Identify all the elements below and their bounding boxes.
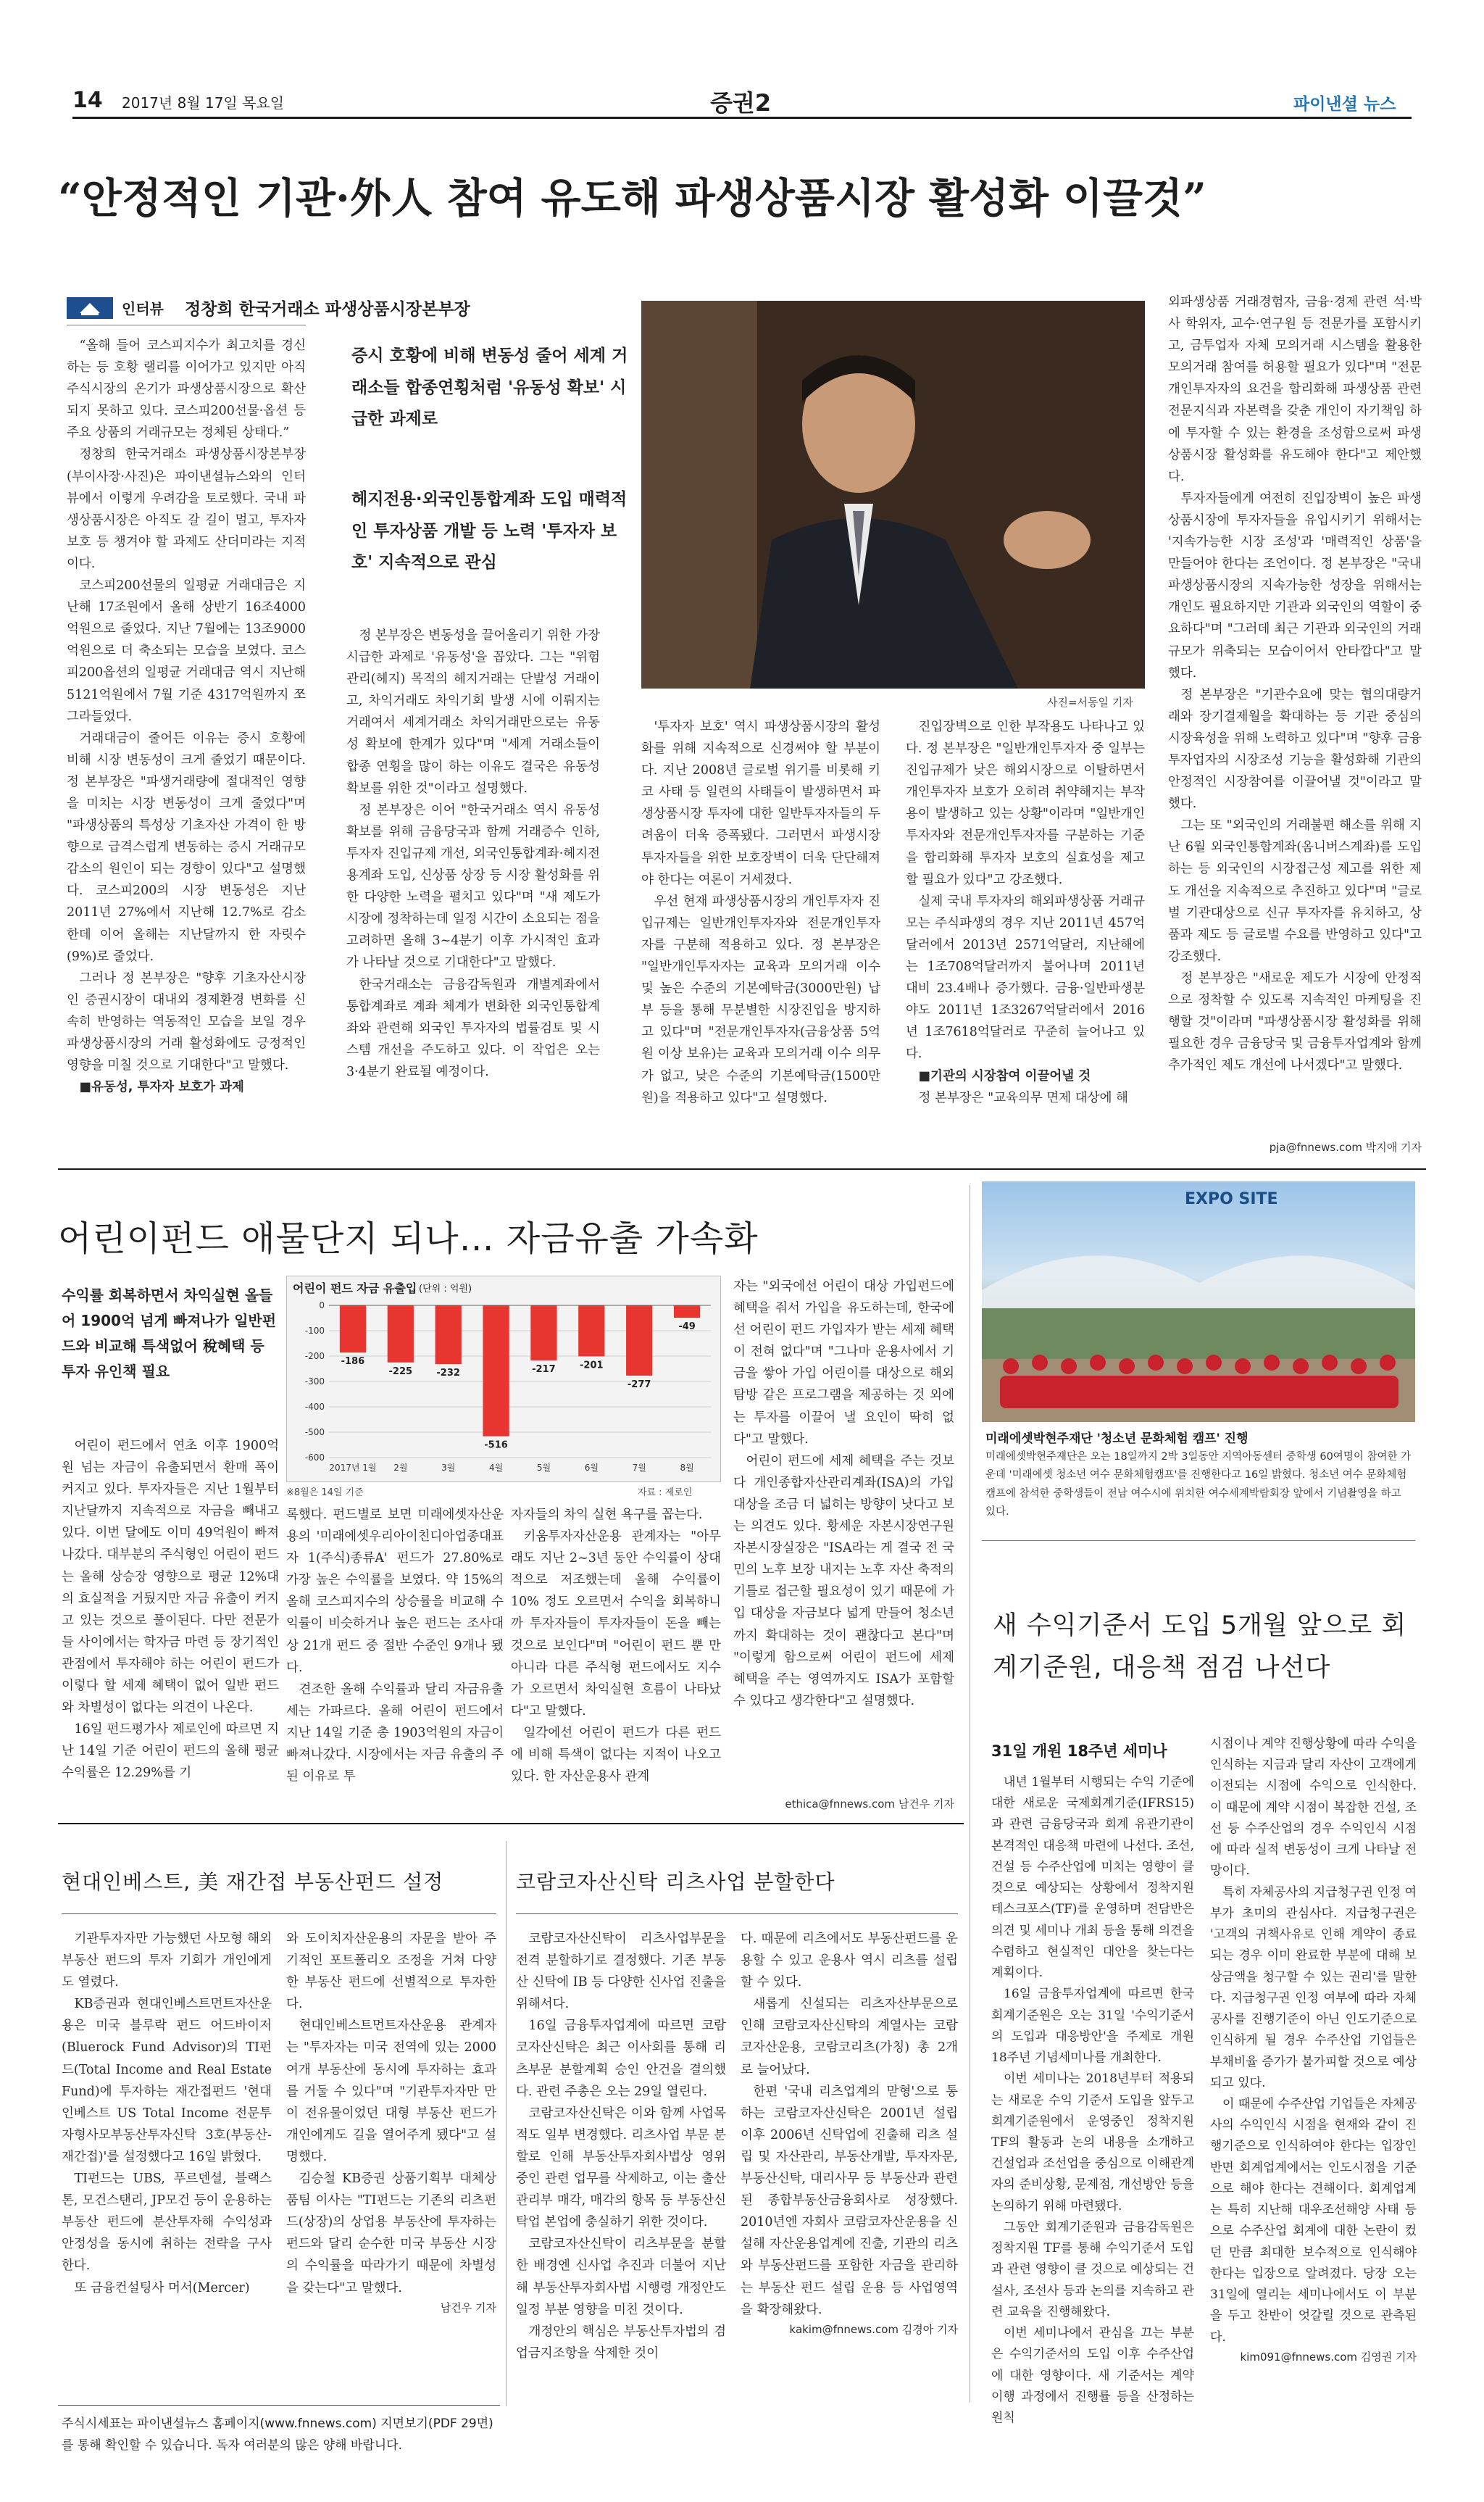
article4-rule — [62, 1913, 496, 1914]
article3-headline: 새 수익기준서 도입 5개월 앞으로 회계기준원, 대응책 점검 나선다 — [993, 1611, 1407, 1682]
photo-credit: 사진=서동일 기자 — [1047, 696, 1133, 709]
article5-col2 — [741, 1928, 958, 2472]
article4-para: 현대인베스트먼트자산운용 관계자는 "투자자는 미국 전역에 있는 2000여개 부동산에 동시에 투자하는 효과를 거둘 수 있다"며 "기관투자자만 만이 전유물이었던 대형 부동산 펀드가 개인에게도 길을 열어주게 됐다"고 설명했다. — [286, 2019, 496, 2164]
article1-para: 코스피200선물의 일평균 거래대금은 지난해 17조원에서 올해 상반기 16조4000억원으로 줄었다. 지난 7월에는 13조9000억원으로 더 축소되는 모습을 보였다. 코스피200옵션의 일평균 거래대금 역시 지난해 5121억원에서 7월 기준 4317억원까지 쪼그라들었다. — [67, 578, 306, 724]
chart-bar — [626, 1305, 652, 1376]
chart-y-tick: -400 — [304, 1402, 325, 1412]
chart-unit: (단위 : 억원) — [419, 1284, 472, 1294]
article4-para: 기관투자자만 가능했던 사모형 해외부동산 펀드의 투자 기회가 개인에게도 열렸다. — [62, 1932, 272, 1990]
article1-pull-quote-1: 증시 호황에 비해 변동성 줄어 세계 거래소들 합종연횡처럼 '유동성 확보' 시급한 과제로 — [351, 346, 628, 429]
article5-rule — [516, 1913, 958, 1914]
article2-para: 자는 "외국에선 어린이 대상 가입펀드에 혜택을 줘서 가입을 유도하는데, 한국에선 어린이 펀드 가입자가 받는 세제 혜택이 전혀 없다"며 "그나마 운용사에서 기금을 쌓아 가입 어린이를 대상으로 해외 탐방 같은 프로그램을 제공하는 것 외에는 투자를 이끌어 낼 요인이 딱히 없다"고 말했다. — [733, 1279, 954, 1447]
article1-para: '투자자 보호' 역시 파생상품시장의 활성화를 위해 지속적으로 신경써야 할 부분이다. 지난 2008년 글로벌 위기를 비롯해 키코 사태 등 일련의 사태들이 발생하면서 파생상품시장 투자에 대한 일반투자자들의 두려움이 더욱 증폭됐다. 그러면서 파생시장 투자자들을 위한 보호장벽이 더욱 단단해져야 한다는 여론이 거세졌다. — [641, 720, 880, 887]
article1-para: “올해 들어 코스피지수가 최고치를 경신하는 등 호황 랠리를 이어가고 있지만 아직 주식시장의 온기가 파생상품시장으로 확산되지 못하고 있다. 코스피200선물·옵션 등 주요 상품의 거래규모는 정체된 상태다.” — [67, 338, 306, 441]
article1-para: 외파생상품 거래경험자, 금융·경제 관련 석·박사 학위자, 교수·연구원 등 전문가를 포함시키고, 금투업자 자체 모의거래 시스템을 활용한 모의거래 참여를 허용할 필요가 있다"며 "전문개인투자자의 요건을 합리화해 파생상품 관련 전문지식과 자본력을 갖춘 개인이 자기책임 하에 투자할 수 있는 환경을 조성함으로써 파생상품시장 활성화를 유도해야 한다"고 제안했다. — [1168, 295, 1422, 484]
chart-y-tick: -500 — [304, 1427, 325, 1437]
chart-plot — [287, 1276, 722, 1483]
page-number: 14 — [72, 88, 103, 113]
article2-para: 견조한 올해 수익률과 달리 자금유출세는 가파르다. 올해 어린이 펀드에서 지난 14일 기준 총 1903억원의 자금이 빠져나갔다. 시장에서는 자금 유출의 주된 이유로 투 — [286, 1682, 504, 1784]
article1-para: 정 본부장은 "기관수요에 맞는 협의대량거래와 장기결제월을 확대하는 등 기관 중심의 시장육성을 위해 노력하고 있다"며 "향후 금융투자업자의 시장조성 기능을 활성화해 기관의 안정적인 시장참여를 이끌어낼 것"이라고 말했다. — [1168, 687, 1422, 812]
chart-data-label: -277 — [627, 1379, 651, 1390]
article1-col3 — [641, 716, 880, 1161]
article3-para: 이번 세미나는 2018년부터 적용되는 새로운 수익 기준서 도입을 앞두고 회계기준원에서 운영중인 정착지원 TF의 활동과 논의 내용을 소개하고 건설업과 조선업을 중심으로 이해관계자의 준비상황, 문제점, 개선방안 등을 논의하기 위해 마련됐다. — [991, 2071, 1194, 2214]
photo-caption: 미래에셋박현주재단은 오는 18일까지 2박 3일동안 지역아동센터 중학생 60여명이 참여한 가운데 '미래에셋 청소년 여수 문화체험캠프'를 진행한다고 16일 밝혔다. 청소년 여수 문화체험캠프에 참석한 중학생들이 전남 여수시에 위치한 여수세계박람회장 앞에서 기념촬영을 하고 있다. — [985, 1451, 1412, 1518]
fund-flow-chart — [286, 1276, 721, 1482]
chart-x-tick: 8월 — [680, 1463, 694, 1473]
section-rule-1 — [58, 1168, 1426, 1170]
article2-para: 16일 펀드평가사 제로인에 따르면 지난 14일 기준 어린이 펀드의 올해 평균 수익률은 12.29%를 기 — [62, 1722, 279, 1781]
article4-byline: 남건우 기자 — [440, 2301, 496, 2314]
article2-kicker: 수익률 회복하면서 차익실현 올들어 1900억 넘게 빠져나가 일반펀드와 비교해 특색없어 稅혜택 등 투자 유인책 필요 — [62, 1287, 277, 1380]
article1-para: 진입장벽으로 인한 부작용도 나타나고 있다. 정 본부장은 "일반개인투자자 중 일부는 진입규제가 낮은 해외시장으로 이탈하면서 개인투자자 보호가 오히려 취약해지는 부작용이 발생하고 있는 상황"이라며 "일반개인투자자와 전문개인투자자를 구분하는 기준을 합리화해 투자자 보호의 실효성을 제고할 필요가 있다"고 강조했다. — [906, 720, 1145, 887]
chart-x-tick: 2월 — [393, 1463, 408, 1473]
issue-date: 2017년 8월 17일 목요일 — [122, 94, 285, 112]
article1-para: 정 본부장은 "교육의무 면제 대상에 해 — [918, 1090, 1128, 1105]
photo-caption-title: 미래에셋박현주재단 '청소년 문화체험 캠프' 진행 — [985, 1431, 1249, 1446]
article5-col1 — [516, 1928, 726, 2472]
chart-data-label: -49 — [678, 1321, 696, 1333]
article1-byline: pja@fnnews.com 박지애 기자 — [1269, 1141, 1422, 1154]
article2-para: 일각에선 어린이 펀드가 다른 펀드에 비해 특색이 없다는 지적이 나오고 있다. 한 자산운용사 관계 — [511, 1725, 721, 1784]
article2-col4 — [733, 1276, 954, 1787]
chart-bar — [340, 1305, 366, 1352]
article1-pull-quote-2: 헤지전용·외국인통합계좌 도입 매력적인 투자상품 개발 등 노력 '투자자 보호' 지속적으로 관심 — [351, 490, 628, 573]
article2-col1 — [62, 1435, 279, 1812]
article2-para: 록했다. 펀드별로 보면 미래에셋자산운용의 '미래에셋우리아이친디아업종대표자 1(주식)종류A' 펀드가 27.80%로 가장 높은 수익률을 보였다. 약 15%의 올해 코스피지수의 상승률을 비교해 수익률이 비슷하거나 높은 펀드는 조사대상 21개 펀드 중 절반 수준인 9개나 됐다. — [286, 1508, 504, 1675]
chart-bar — [388, 1305, 414, 1363]
article5-para: 16일 금융투자업계에 따르면 코람코자산신탁은 최근 이사회를 통해 리츠부문 분할계획 승인 안건을 결의했다. 관련 주총은 오는 29일 열린다. — [516, 2019, 726, 2099]
article5-para: 개정안의 핵심은 부동산투자법의 겸업금지조항을 삭제한 것이 — [516, 2324, 726, 2361]
article4-col2 — [286, 1928, 496, 2399]
article5-para: 코람코자산신탁이 리츠사업부문을 전격 분할하기로 결정했다. 기존 부동산 신탁에 IB 등 다양한 신사업 진출을 위해서다. — [516, 1932, 726, 2012]
article3-para: 그동안 회계기준원과 금융감독원은 정착지원 TF를 통해 수익기준서 도입과 관련 영향이 클 것으로 예상되는 건설사, 조선사 등과 논의를 지속하고 관련 교육을 진행해왔다. — [991, 2219, 1194, 2319]
chart-source: 자료 : 제로인 — [638, 1487, 693, 1498]
article1-para: 거래대금이 줄어든 이유는 증시 호황에 비해 시장 변동성이 크게 줄었기 때문이다. 정 본부장은 "파생거래량에 절대적인 영향을 미치는 시장 변동성이 크게 줄었다"며 "파생상품의 특성상 기초자산 가격이 한 방향으로 급격스럽게 변동하는 증시 거래규모 감소의 원인이 되는 경향이 있다"고 설명했다. 코스피200의 시장 변동성은 지난 2011년 27%에서 지난해 12.7%로 감소한데 이어 올해는 지난달까지 한 자릿수(9%)로 줄었다. — [67, 731, 306, 964]
article1-col4 — [906, 716, 1145, 1161]
article3-col1 — [991, 1772, 1194, 2475]
footer-rule — [58, 2405, 500, 2406]
article4-para: 와 도이치자산운용의 자문을 받아 주기적인 포트폴리오 조정을 거쳐 다양한 부동산 펀드에 선별적으로 투자한다. — [286, 1932, 496, 2012]
article2-byline: ethica@fnnews.com 남건우 기자 — [785, 1797, 954, 1811]
chart-data-label: -201 — [580, 1360, 604, 1371]
article1-col1 — [67, 335, 306, 1161]
article1-para: 그러나 정 본부장은 "향후 기초자산시장인 증권시장이 대내외 경제환경 변화를 신속히 반영하는 역동적인 모습을 보일 경우 파생상품시장의 거래 활성화에도 긍정적인 영향을 미칠 것으로 기대한다"고 말했다. — [67, 971, 306, 1073]
article2-headline: 어린이펀드 애물단지 되나… 자금유출 가속화 — [58, 1218, 759, 1259]
chart-y-tick: 0 — [319, 1300, 325, 1310]
chart-y-tick: -600 — [304, 1452, 325, 1463]
article1-subhead: ■기관의 시장참여 이끌어낼 것 — [918, 1068, 1091, 1084]
interview-photo — [641, 301, 1145, 689]
chart-data-label: -225 — [388, 1366, 413, 1377]
section-rule-2 — [58, 1823, 964, 1824]
article3-para: 이 때문에 수주산업 기업들은 자체공사의 수익인식 시점을 현재와 같이 진행기준으로 인식하여야 한다는 입장인 반면 회계업계에서는 인도시점을 기준으로 해야 한다는 견해이다. 회계업계는 특히 지난해 대우조선해양 사태 등으로 수주산업 회계에 대한 논란이 컸던 만큼 최대한 보수적으로 인식해야 한다는 입장으로 알려졌다. 당장 오는 31일에 열리는 세미나에서도 이 부분을 두고 찬반이 엇갈릴 것으로 관측된다. — [1210, 2096, 1417, 2345]
chart-data-label: -232 — [436, 1368, 460, 1379]
article3-col2 — [1210, 1734, 1417, 2473]
article2-para: 키움투자자산운용 관계자는 "아무래도 지난 2~3년 동안 수익률이 상대적으로 저조했는데 올해 수익률이 10% 정도 오르면서 수익을 회복하니까 투자자들이 투자자들이 돈을 빼는 것으로 보인다"며 "어린이 펀드 뿐 만 아니라 다른 주식형 펀드에서도 지수가 오르면서 차익실현 흐름이 나타났다"고 말했다. — [511, 1529, 721, 1718]
chart-x-tick: 4월 — [488, 1463, 504, 1473]
section-title: 증권2 — [710, 89, 772, 117]
chart-data-label: -186 — [341, 1356, 365, 1368]
article3-byline: kim091@fnnews.com 김영권 기자 — [1240, 2350, 1417, 2364]
person-illustration — [641, 301, 1145, 689]
photo-rule — [982, 1540, 1415, 1541]
chart-x-tick: 5월 — [536, 1463, 551, 1473]
article5-headline: 코람코자산신탁 리츠사업 분할한다 — [516, 1870, 835, 1894]
chart-data-label: -217 — [532, 1363, 556, 1375]
article2-col3 — [511, 1504, 721, 1812]
article4-para: TI펀드는 UBS, 푸르덴셜, 블랙스톤, 모건스탠리, JP모건 등이 운용하는 부동산 펀드에 분산투자해 수익성과 안정성을 동시에 취하는 전략을 구사한다. — [62, 2171, 272, 2274]
chart-y-tick: -100 — [304, 1326, 325, 1336]
chart-bar — [674, 1305, 700, 1318]
article1-para: 정창희 한국거래소 파생상품시장본부장(부이사장·사진)은 파이낸셜뉴스와의 인터뷰에서 이렇게 우려감을 토로했다. 국내 파생상품시장은 아직도 갈 길이 멀고, 투자자 보호 등 챙겨야 할 과제도 산더미라는 지적이다. — [67, 447, 306, 571]
article1-para: 정 본부장은 변동성을 끌어올리기 위한 가장 시급한 과제로 '유동성'을 꼽았다. 그는 "위험관리(헤지) 목적의 헤지거래는 단발성 거래이고, 차익거래도 차익기회 발생 시에 이뤄지는 거래여서 세계거래소 차익거래만으로는 유동성 확보에 한계가 있다"며 "세계 거래소들이 합종 연횡을 많이 하는 이유도 결국은 유동성 확보를 위한 것"이라고 설명했다. — [346, 628, 600, 796]
article1-subhead: ■유동성, 투자자 보호가 과제 — [79, 1080, 244, 1095]
article3-subhead: 31일 개원 18주년 세미나 — [991, 1742, 1167, 1760]
article2-col2 — [286, 1504, 504, 1812]
interview-tag: 인터뷰 — [122, 300, 164, 317]
article4-para: 김승철 KB증권 상품기획부 대체상품팀 이사는 "TI펀드는 기존의 리츠펀드(상장)의 상업용 부동산에 투자하는 펀드와 달리 순수한 미국 부동산 시장의 수익률을 따라가기 때문에 차별성을 갖는다"고 말했다. — [286, 2171, 496, 2295]
article4-para: 또 금융컨설팅사 머서(Mercer) — [74, 2280, 250, 2295]
chart-x-tick: 6월 — [584, 1463, 599, 1473]
article5-para: 새롭게 신설되는 리츠자산부문으로 인해 코람코자산신탁의 계열사는 코람코자산운용, 코람코리츠(가칭) 총 2개로 늘어났다. — [741, 1997, 958, 2077]
chart-note: ※8월은 14일 기준 — [286, 1487, 364, 1498]
chart-y-tick: -200 — [304, 1351, 325, 1361]
article1-para: 투자자들에게 여전히 진입장벽이 높은 파생상품시장에 투자자들을 유입시키기 위해서는 '지속가능한 시장 조성'과 '매력적인 상품'을 만들어야 한다는 조언이다. 정 본부장은 "국내 파생상품시장의 지속가능한 성장을 위해서는 개인도 필요하지만 기관과 외국인의 역할이 중요하다"며 "그러데 최근 기관과 외국인의 거래규모가 위축되는 모습이어서 안타깝다"고 말했다. — [1168, 491, 1422, 681]
article1-para: 그는 또 "외국인의 거래불편 해소를 위해 지난 6월 외국인통합계좌(옴니버스계좌)를 도입하는 등 외국인의 시장접근성 제고를 위한 제도 개선을 지속적으로 추진하고 있다"며 "글로벌 기관대상으로 신규 투자자를 유치하고, 상품과 제도 등 글로벌 수요를 반영하고 있다"고 강조했다. — [1168, 818, 1422, 964]
article1-para: 실제 국내 투자자의 해외파생상품 거래규모는 주식파생의 경우 지난 2011년 457억달러에서 2013년 2571억달러, 지난해에는 1조708억달러까지 불어나며 2011년 대비 23.4배나 증가했다. 금융·일반파생분야도 2011년 1조3267억달러에서 2016년 1조7618억달러로 꾸준히 늘어나고 있다. — [906, 894, 1145, 1062]
article2-para: 어린이 펀드에서 연초 이후 1900억원 넘는 자금이 유출되면서 환매 폭이 커지고 있다. 투자자들은 지난 1월부터 지난달까지 지속적으로 자금을 빼내고 있다. 이번 달에도 이미 49억원이 빠져나갔다. 대부분의 주식형인 어린이 펀드는 올해 상승장 영향으로 평균 12%대의 효실적을 거뒀지만 자금 유출이 커지고 있는 것으로 풀이된다. 다만 전문가들 사이에서는 학자금 마련 등 장기적인 관점에서 투자해야 하는 어린이 펀드가 이렇다 할 세제 혜택이 없어 일반 펀드와 차별성이 없다는 의견이 나온다. — [62, 1439, 279, 1716]
article1-col2 — [346, 625, 600, 1161]
article5-para: 코람코자산신탁이 리츠부문을 분할한 배경엔 신사업 추진과 더불어 지난해 부동산투자회사법 시행령 개정안도 일정 부분 영향을 미친 것이다. — [516, 2237, 726, 2317]
chart-x-tick: 3월 — [441, 1463, 456, 1473]
article5-byline: kakim@fnnews.com 김경아 기자 — [789, 2322, 958, 2336]
chart-bar — [530, 1305, 556, 1360]
expo-sign: EXPO SITE — [1185, 1190, 1278, 1208]
article1-para: 정 본부장은 "새로운 제도가 시장에 안정적으로 정착할 수 있도록 지속적인 마케팅을 진행할 것"이라며 "파생상품시장 활성화를 위해 필요한 경우 금융당국 및 금융투자업계와 함께 추가적인 제도 개선에 나서겠다"고 말했다. — [1168, 971, 1422, 1073]
masthead: 파이낸셜 뉴스 — [1293, 95, 1396, 114]
chart-title: 어린이 펀드 자금 유출입 — [293, 1281, 417, 1295]
chart-bar — [578, 1305, 604, 1356]
article5-para: 다. 때문에 리츠에서도 부동산펀드를 운용할 수 있고 운용사 역시 리츠를 설립할 수 있다. — [741, 1932, 958, 1990]
article4-headline: 현대인베스트, 美 재간접 부동산펀드 설정 — [62, 1870, 444, 1894]
column-divider — [506, 1841, 507, 2406]
expo-site-illustration — [982, 1181, 1415, 1422]
chart-data-label: -516 — [484, 1439, 508, 1451]
article1-headline: “안정적인 기관·外人 참여 유도해 파생상품시장 활성화 이끌것” — [58, 174, 1206, 223]
chart-x-tick: 7월 — [632, 1463, 646, 1473]
article3-para: 16일 금융투자업계에 따르면 한국회계기준원은 오는 31일 '수익기준서의 도입과 대응방안'을 주제로 개원 18주년 기념세미나를 개최한다. — [991, 1987, 1194, 2066]
chart-bar — [483, 1305, 509, 1437]
stock-table-notice: 주식시세표는 파이낸셜뉴스 홈페이지(www.fnnews.com) 지면보기(PDF 29면)를 통해 확인할 수 있습니다. 독자 여러분의 많은 양해 바랍니다. — [62, 2416, 493, 2453]
article3-para: 특히 자체공사의 지급청구권 인정 여부가 초미의 관심사다. 지급청구권은 '고객의 귀책사유로 인해 계약이 종료되는 경우 이미 완료한 부분에 대해 보상금액을 청구할 수 있는 권리'를 말한다. 지급청구권 인정 여부에 따라 자체공사를 진행기준이 아닌 인도기준으로 인식하게 될 경우 수주산업 기업들은 부채비율 증가가 불가피할 것으로 예상되고 있다. — [1210, 1884, 1417, 2090]
article1-para: 정 본부장은 이어 "한국거래소 역시 유동성 확보를 위해 금융당국과 함께 거래증수 인하, 투자자 진입규제 개선, 외국인통합계좌·헤지전용계좌 도입, 신상품 상장 등 시장 활성화를 위한 다양한 노력을 펼치고 있다"며 "새 제도가 시장에 정착하는데 일정 시간이 소요되는 점을 고려하면 올해 3~4분기 이후 가시적인 효과가 나타날 것으로 기대한다"고 말했다. — [346, 802, 600, 971]
interviewee: 정창희 한국거래소 파생상품시장본부장 — [185, 300, 470, 319]
article1-para: 한국거래소는 금융감독원과 개별계좌에서 통합계좌로 계좌 체계가 변화한 외국인통합계좌와 관련해 외국인 투자자의 법률검토 및 시스템 개선을 주도하고 있다. 이 작업은 오는 3·4분기 완료될 예정이다. — [346, 977, 600, 1079]
article1-para: 우선 현재 파생상품시장의 개인투자자 진입규제는 일반개인투자자와 전문개인투자자를 구분해 적용하고 있다. 정 본부장은 "일반개인투자자는 교육과 모의거래 이수 및 높은 수준의 기본예탁금(3000만원) 납부 등을 통해 무분별한 시장진입을 방지하고 있다"며 "전문개인투자자(금융상품 5억원 이상 보유)는 교육과 모의거래 이수 의무가 없고, 낮은 수준의 기본예탁금(1500만원)을 적용하고 있다"고 설명했다. — [641, 894, 880, 1105]
article1-col5 — [1168, 291, 1422, 1136]
article4-para: KB증권과 현대인베스트먼트자산운용은 미국 블루락 펀드 어드바이저(Bluerock Fund Advisor)의 TI펀드(Total Income and Real Estate Fund)에 투자하는 재간접펀드 '현대인베스트 US Total Income 전문투자형사모부동산투자신탁 3호(부동산-재간접)'를 설정했다고 16일 밝혔다. — [62, 1997, 272, 2164]
article3-para: 시점이나 계약 진행상황에 따라 수익을 인식하는 지금과 달리 자산이 고객에게 이전되는 시점에 수익으로 인식한다. 이 때문에 계약 시점이 복잡한 건설, 조선 등 수주산업의 경우 수익인식 시점에 따라 실적 변동성이 크게 나타날 전망이다. — [1210, 1737, 1417, 1879]
article5-para: 한편 '국내 리츠업계의 맏형'으로 통하는 코람코자산신탁은 2001년 설립 이후 2006년 신탁업에 진출해 리츠 설립 및 자산관리, 부동산개발, 투자자문, 부동산신탁, 대리사무 등 부동산과 관련된 종합부동산금융회사로 성장했다. 2010년엔 자회사 코람코자산운용을 신설해 자산운용업계에 진출, 기관의 리츠와 부동산펀드를 포함한 자금을 관리하는 부동산 펀드 설립 운용 등 사업영역을 확장해왔다. — [741, 2084, 958, 2317]
chart-y-tick: -300 — [304, 1376, 325, 1387]
chart-x-tick: 2017년 1월 — [329, 1463, 377, 1473]
chart-bar — [435, 1305, 462, 1364]
interview-logo-icon — [67, 297, 113, 319]
article5-para: 코람코자산신탁은 이와 함께 사업목적도 일부 변경했다. 리츠사업 부문 분할로 인해 부동산투자회사법상 영위 중인 관련 업무를 삭제하고, 이는 출산관리부 매각, 매각의 항목 등 부동산신탁업 본업에 충실하기 위한 것이다. — [516, 2106, 726, 2230]
article4-col1 — [62, 1928, 272, 2399]
article3-para: 이번 세미나에서 관심을 끄는 부분은 수익기준서의 도입 이후 수주산업에 대한 영향이다. 새 기준서는 계약 이행 과정에서 진행률 등을 산정하는 원칙 — [991, 2326, 1194, 2426]
article2-para: 자자들의 차익 실현 욕구를 꼽는다. — [511, 1508, 703, 1522]
article2-para: 어린이 펀드에 세제 혜택을 주는 것보다 개인종합자산관리계좌(ISA)의 가입 대상을 조금 더 넓히는 방향이 낫다고 보는 의견도 있다. 황세운 자본시장연구원 자본시장실장은 "ISA라는 게 결국 전 국민의 노후 보장 내지는 노후 자산 축적의 기틀로 접근할 필요성이 있기 때문에 가입 대상을 자금보다 넓게 만들어 청소년까지 확대하는 것이 괜찮다고 본다"며 "이렇게 함으로써 어린이 펀드에 세제 혜택을 주는 영역까지도 ISA가 포함할 수 있다고 생각한다"고 설명했다. — [733, 1453, 954, 1708]
header-rule — [72, 117, 1412, 119]
expo-photo — [982, 1181, 1415, 1422]
article3-para: 내년 1월부터 시행되는 수익 기준에 대한 새로운 국제회계기준(IFRS15)과 관련 금융당국과 회계 유관기관이 본격적인 대응책 마련에 나선다. 조선, 건설 등 수주산업에 미치는 영향이 클 것으로 예상되는 상황에서 정착지원 테스크포스(TF)를 운영하며 전담반은 의견 및 세미나 개최 등을 통해 의견을 수렴하고 현실적인 대안을 찾는다는 계획이다. — [991, 1775, 1194, 1981]
